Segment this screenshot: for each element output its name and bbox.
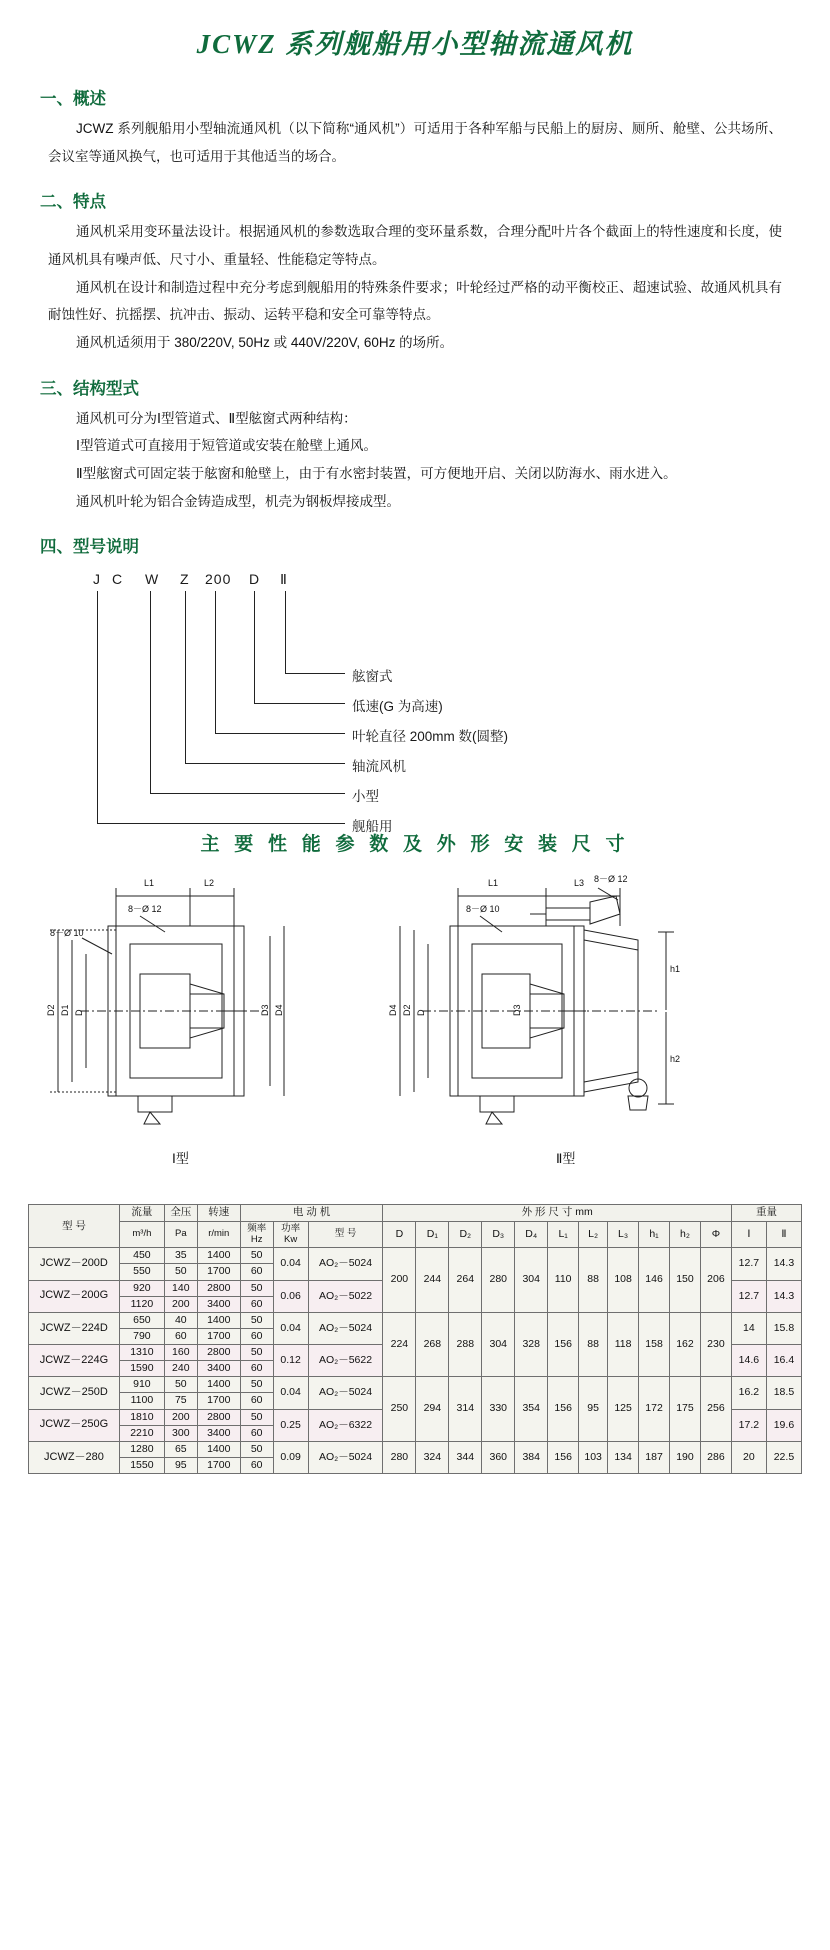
cell-dim-d4: 328 xyxy=(515,1312,548,1377)
cell-speed: 1700 xyxy=(197,1264,240,1280)
paragraph-structure-3: Ⅱ型舷窗式可固定装于舷窗和舱壁上，由于有水密封装置，可方便地开启、关闭以防海水、雨水进入。 xyxy=(76,466,677,482)
paragraph-features-1: 通风机采用变环量法设计。根据通风机的参数选取合理的变环量系数，合理分配叶片各个截面上的特性速度和长度，使通风机具有噪声低、尺寸小、重量轻、性能稳定等特点。 xyxy=(48,224,782,268)
cell-weight-ii: 14.3 xyxy=(766,1248,801,1280)
cell-dim-phi: 206 xyxy=(700,1248,731,1313)
th-weight-i: Ⅰ xyxy=(731,1221,766,1248)
cell-flow: 1310 xyxy=(119,1345,164,1361)
th-dim-h2: h₂ xyxy=(670,1221,701,1248)
model-code-label-1: 舷窗式 xyxy=(352,669,393,685)
cell-pressure: 140 xyxy=(164,1280,197,1296)
leader-line-h5 xyxy=(150,793,345,794)
leader-line-h1 xyxy=(285,673,345,674)
cell-dim-l1: 110 xyxy=(548,1248,579,1313)
cell-pressure: 35 xyxy=(164,1248,197,1264)
model-code-letter-z: Z xyxy=(180,571,190,588)
cell-pressure: 50 xyxy=(164,1264,197,1280)
cell-speed: 3400 xyxy=(197,1425,240,1441)
cell-pressure: 300 xyxy=(164,1425,197,1441)
cell-dim-d1: 244 xyxy=(416,1248,449,1313)
cell-dim-d: 280 xyxy=(383,1441,416,1473)
cell-motor-model: AO₂－5024 xyxy=(308,1248,383,1280)
cell-dim-d: 250 xyxy=(383,1377,416,1442)
model-code-diagram xyxy=(0,571,830,835)
cell-pressure: 50 xyxy=(164,1377,197,1393)
cell-flow: 1100 xyxy=(119,1393,164,1409)
table-body xyxy=(29,1248,802,1474)
model-code-label-6: 舰船用 xyxy=(352,819,393,835)
leader-line-3 xyxy=(215,591,216,733)
leader-line-h2 xyxy=(254,703,345,704)
cell-motor-model: AO₂－6322 xyxy=(308,1409,383,1441)
th-dim-d2: D₂ xyxy=(449,1221,482,1248)
th-outline: 外 形 尺 寸 mm xyxy=(383,1205,732,1221)
cell-flow: 550 xyxy=(119,1264,164,1280)
cell-dim-d1: 294 xyxy=(416,1377,449,1442)
cell-speed: 1700 xyxy=(197,1457,240,1473)
th-dim-l3: L₃ xyxy=(608,1221,639,1248)
cell-pressure: 60 xyxy=(164,1328,197,1344)
cell-flow: 1590 xyxy=(119,1361,164,1377)
cell-model: JCWZ－224D xyxy=(29,1312,120,1344)
model-code-letter-d: D xyxy=(249,571,261,588)
cell-freq: 60 xyxy=(240,1264,273,1280)
dim-label-l1-left: L1 xyxy=(144,878,155,889)
dim-label-l3-right: L3 xyxy=(574,878,585,889)
cell-dim-d2: 314 xyxy=(449,1377,482,1442)
cell-freq: 60 xyxy=(240,1296,273,1312)
table-row xyxy=(29,1248,802,1264)
cell-motor-model: AO₂－5024 xyxy=(308,1377,383,1409)
drawing-caption-left: Ⅰ型 xyxy=(172,1151,189,1167)
th-freq-unit: Hz xyxy=(250,1234,263,1246)
cell-pressure: 75 xyxy=(164,1393,197,1409)
paragraph-features-2: 通风机在设计和制造过程中充分考虑到舰船用的特殊条件要求；叶轮经过严格的动平衡校正、超速试验、故通风机具有耐蚀性好、抗摇摆、抗冲击、振动、运转平稳和安全可靠等特点。 xyxy=(48,279,782,323)
cell-flow: 2210 xyxy=(119,1425,164,1441)
model-code-letter-c: C xyxy=(112,571,124,588)
cell-dim-l2: 88 xyxy=(579,1312,608,1377)
model-code-label-5: 小型 xyxy=(352,789,379,805)
cell-freq: 60 xyxy=(240,1361,273,1377)
cell-dim-l1: 156 xyxy=(548,1441,579,1473)
cell-dim-phi: 230 xyxy=(700,1312,731,1377)
cell-dim-h1: 158 xyxy=(639,1312,670,1377)
leader-line-1 xyxy=(285,591,286,673)
cell-dim-d1: 324 xyxy=(416,1441,449,1473)
cell-flow: 450 xyxy=(119,1248,164,1264)
cell-dim-d1: 268 xyxy=(416,1312,449,1377)
th-pressure: 全压 xyxy=(164,1205,197,1221)
leader-line-h4 xyxy=(185,763,345,764)
leader-line-h3 xyxy=(215,733,345,734)
cell-dim-d4: 384 xyxy=(515,1441,548,1473)
dim-label-bolt10-left: 8－Ø 10 xyxy=(50,928,84,939)
th-flow-unit: m³/h xyxy=(119,1221,164,1248)
paragraph-features-3: 通风机适须用于 380/220V, 50Hz 或 440V/220V, 60Hz 的场所。 xyxy=(76,335,454,351)
dim-label-d3-left: D3 xyxy=(260,1004,270,1017)
cell-freq: 50 xyxy=(240,1312,273,1328)
dim-label-d2-right: D2 xyxy=(402,1004,412,1017)
cell-weight-i: 14.6 xyxy=(731,1345,766,1377)
th-freq-label: 频率 xyxy=(247,1222,267,1234)
cell-freq: 50 xyxy=(240,1248,273,1264)
cell-weight-ii: 14.3 xyxy=(766,1280,801,1312)
cell-pressure: 95 xyxy=(164,1457,197,1473)
cell-model: JCWZ－200D xyxy=(29,1248,120,1280)
th-dim-d3: D₃ xyxy=(482,1221,515,1248)
cell-dim-d2: 344 xyxy=(449,1441,482,1473)
cell-dim-d: 200 xyxy=(383,1248,416,1313)
cell-dim-h2: 190 xyxy=(670,1441,701,1473)
th-flow: 流量 xyxy=(119,1205,164,1221)
spec-table xyxy=(28,1204,802,1474)
table-row xyxy=(29,1377,802,1393)
th-dim-phi: Φ xyxy=(700,1221,731,1248)
cell-dim-phi: 286 xyxy=(700,1441,731,1473)
cell-flow: 1120 xyxy=(119,1296,164,1312)
cell-weight-ii: 16.4 xyxy=(766,1345,801,1377)
cell-speed: 2800 xyxy=(197,1280,240,1296)
cell-dim-d3: 360 xyxy=(482,1441,515,1473)
cell-flow: 1280 xyxy=(119,1441,164,1457)
model-code-letter-j: J xyxy=(93,571,101,588)
cell-model: JCWZ－280 xyxy=(29,1441,120,1473)
cell-dim-l1: 156 xyxy=(548,1312,579,1377)
dim-label-bolt12-right: 8－Ø 12 xyxy=(594,874,628,885)
cell-dim-l1: 156 xyxy=(548,1377,579,1442)
technical-drawings xyxy=(0,866,830,1186)
cell-speed: 3400 xyxy=(197,1361,240,1377)
model-code-number: 200 xyxy=(205,571,232,588)
cell-dim-d4: 354 xyxy=(515,1377,548,1442)
dim-label-d4-left: D4 xyxy=(274,1004,284,1017)
cell-model: JCWZ－250D xyxy=(29,1377,120,1409)
cell-speed: 1700 xyxy=(197,1393,240,1409)
section-heading-overview: 一、概述 xyxy=(40,90,106,108)
cell-dim-l3: 125 xyxy=(608,1377,639,1442)
dim-label-h2-right: h2 xyxy=(670,1054,681,1065)
dim-label-d1-left: D1 xyxy=(60,1004,70,1017)
cell-freq: 60 xyxy=(240,1457,273,1473)
dim-label-d3-right: D3 xyxy=(512,1004,522,1017)
cell-dim-d3: 304 xyxy=(482,1312,515,1377)
model-code-label-4: 轴流风机 xyxy=(352,759,406,775)
cell-speed: 2800 xyxy=(197,1345,240,1361)
th-dim-h1: h₁ xyxy=(639,1221,670,1248)
cell-weight-i: 16.2 xyxy=(731,1377,766,1409)
cell-flow: 1550 xyxy=(119,1457,164,1473)
th-weight: 重量 xyxy=(731,1205,801,1221)
cell-power: 0.04 xyxy=(273,1312,308,1344)
th-speed-unit: r/min xyxy=(197,1221,240,1248)
table-header-row-2 xyxy=(29,1221,802,1248)
cell-weight-i: 17.2 xyxy=(731,1409,766,1441)
dim-label-bolt10-right: 8－Ø 10 xyxy=(466,904,500,915)
dim-label-bolt12-left: 8－Ø 12 xyxy=(128,904,162,915)
th-model: 型 号 xyxy=(29,1205,120,1248)
th-weight-ii: Ⅱ xyxy=(766,1221,801,1248)
cell-dim-d3: 330 xyxy=(482,1377,515,1442)
cell-freq: 50 xyxy=(240,1377,273,1393)
cell-freq: 50 xyxy=(240,1409,273,1425)
section-heading-structure: 三、结构型式 xyxy=(40,379,139,398)
cell-model: JCWZ－200G xyxy=(29,1280,120,1312)
model-code-label-2: 低速(G 为高速) xyxy=(352,699,443,715)
model-code-letter-ii: Ⅱ xyxy=(280,571,288,588)
leader-line-4 xyxy=(185,591,186,763)
cell-speed: 1400 xyxy=(197,1312,240,1328)
cell-dim-l3: 118 xyxy=(608,1312,639,1377)
th-dim-d1: D₁ xyxy=(416,1221,449,1248)
dim-label-d4-right: D4 xyxy=(388,1004,398,1017)
cell-dim-l2: 103 xyxy=(579,1441,608,1473)
th-dim-l2: L₂ xyxy=(579,1221,608,1248)
table-header-row-1 xyxy=(29,1205,802,1221)
cell-freq: 50 xyxy=(240,1280,273,1296)
th-pressure-unit: Pa xyxy=(164,1221,197,1248)
cell-dim-l3: 134 xyxy=(608,1441,639,1473)
th-dim-d4: D₄ xyxy=(515,1221,548,1248)
table-row xyxy=(29,1441,802,1457)
cell-model: JCWZ－250G xyxy=(29,1409,120,1441)
page-title: JCWZ 系列舰船用小型轴流通风机 xyxy=(196,29,634,59)
cell-dim-h2: 150 xyxy=(670,1248,701,1313)
cell-dim-d: 224 xyxy=(383,1312,416,1377)
cell-model: JCWZ－224G xyxy=(29,1345,120,1377)
cell-weight-ii: 15.8 xyxy=(766,1312,801,1344)
cell-pressure: 200 xyxy=(164,1296,197,1312)
model-code-letter-w: W xyxy=(145,571,160,588)
leader-line-6 xyxy=(97,591,98,823)
cell-speed: 2800 xyxy=(197,1409,240,1425)
cell-power: 0.04 xyxy=(273,1377,308,1409)
cell-freq: 50 xyxy=(240,1345,273,1361)
cell-freq: 50 xyxy=(240,1441,273,1457)
cell-weight-i: 12.7 xyxy=(731,1280,766,1312)
drawing-type-ii xyxy=(370,866,790,1166)
cell-pressure: 200 xyxy=(164,1409,197,1425)
subsection-title-performance: 主 要 性 能 参 数 及 外 形 安 装 尺 寸 xyxy=(200,834,630,856)
paragraph-structure-2: Ⅰ型管道式可直接用于短管道或安装在舱壁上通风。 xyxy=(76,438,377,454)
cell-motor-model: AO₂－5024 xyxy=(308,1312,383,1344)
cell-motor-model: AO₂－5022 xyxy=(308,1280,383,1312)
cell-flow: 650 xyxy=(119,1312,164,1328)
cell-weight-ii: 19.6 xyxy=(766,1409,801,1441)
cell-weight-i: 20 xyxy=(731,1441,766,1473)
cell-weight-i: 14 xyxy=(731,1312,766,1344)
cell-weight-ii: 18.5 xyxy=(766,1377,801,1409)
cell-pressure: 40 xyxy=(164,1312,197,1328)
cell-freq: 60 xyxy=(240,1393,273,1409)
th-freq xyxy=(240,1221,273,1248)
cell-motor-model: AO₂－5622 xyxy=(308,1345,383,1377)
cell-dim-l2: 95 xyxy=(579,1377,608,1442)
dim-label-h1-right: h1 xyxy=(670,964,681,975)
dim-label-d-left: D xyxy=(74,1009,84,1017)
cell-weight-i: 12.7 xyxy=(731,1248,766,1280)
th-motor: 电 动 机 xyxy=(240,1205,383,1221)
cell-speed: 1400 xyxy=(197,1248,240,1264)
cell-dim-h2: 162 xyxy=(670,1312,701,1377)
th-dim-l1: L₁ xyxy=(548,1221,579,1248)
cell-freq: 60 xyxy=(240,1328,273,1344)
drawing-type-i xyxy=(20,866,360,1166)
cell-dim-h1: 172 xyxy=(639,1377,670,1442)
cell-flow: 920 xyxy=(119,1280,164,1296)
cell-motor-model: AO₂－5024 xyxy=(308,1441,383,1473)
dim-label-d-right: D xyxy=(416,1009,426,1017)
cell-dim-d3: 280 xyxy=(482,1248,515,1313)
cell-speed: 1700 xyxy=(197,1328,240,1344)
cell-dim-d4: 304 xyxy=(515,1248,548,1313)
th-power-unit: Kw xyxy=(284,1234,298,1246)
th-motor-model: 型 号 xyxy=(308,1221,383,1248)
cell-flow: 910 xyxy=(119,1377,164,1393)
th-dim-d: D xyxy=(383,1221,416,1248)
dim-label-l1-right: L1 xyxy=(488,878,499,889)
section-heading-model-code: 四、型号说明 xyxy=(40,538,139,557)
leader-line-5 xyxy=(150,591,151,793)
cell-freq: 60 xyxy=(240,1425,273,1441)
cell-speed: 1400 xyxy=(197,1441,240,1457)
section-heading-features: 二、特点 xyxy=(40,193,106,212)
cell-power: 0.06 xyxy=(273,1280,308,1312)
model-code-label-3: 叶轮直径 200mm 数(圆整) xyxy=(352,729,509,745)
th-speed: 转速 xyxy=(197,1205,240,1221)
cell-pressure: 160 xyxy=(164,1345,197,1361)
cell-speed: 1400 xyxy=(197,1377,240,1393)
cell-flow: 790 xyxy=(119,1328,164,1344)
paragraph-overview-1: JCWZ 系列舰船用小型轴流通风机（以下简称“通风机”）可适用于各种军船与民船上的厨房、厕所、舱壁、公共场所、会议室等通风换气，也可适用于其他适当的场合。 xyxy=(48,121,782,164)
cell-flow: 1810 xyxy=(119,1409,164,1425)
cell-pressure: 65 xyxy=(164,1441,197,1457)
leader-line-h6 xyxy=(97,823,345,824)
cell-power: 0.04 xyxy=(273,1248,308,1280)
cell-power: 0.12 xyxy=(273,1345,308,1377)
cell-dim-l3: 108 xyxy=(608,1248,639,1313)
spec-table-wrapper xyxy=(28,1204,802,1474)
th-power-label: 功率 xyxy=(281,1222,301,1234)
paragraph-structure-4: 通风机叶轮为铝合金铸造成型，机壳为钢板焊接成型。 xyxy=(76,493,400,509)
leader-line-2 xyxy=(254,591,255,703)
cell-dim-l2: 88 xyxy=(579,1248,608,1313)
table-row xyxy=(29,1312,802,1328)
cell-power: 0.25 xyxy=(273,1409,308,1441)
cell-speed: 3400 xyxy=(197,1296,240,1312)
cell-weight-ii: 22.5 xyxy=(766,1441,801,1473)
cell-dim-h1: 146 xyxy=(639,1248,670,1313)
cell-dim-phi: 256 xyxy=(700,1377,731,1442)
paragraph-structure-1: 通风机可分为Ⅰ型管道式、Ⅱ型舷窗式两种结构： xyxy=(76,410,357,426)
cell-dim-h1: 187 xyxy=(639,1441,670,1473)
cell-dim-h2: 175 xyxy=(670,1377,701,1442)
cell-pressure: 240 xyxy=(164,1361,197,1377)
dim-label-d2-left: D2 xyxy=(46,1004,56,1017)
cell-dim-d2: 264 xyxy=(449,1248,482,1313)
th-power xyxy=(273,1221,308,1248)
drawing-caption-right: Ⅱ型 xyxy=(556,1151,576,1167)
dim-label-l2-left: L2 xyxy=(204,878,215,889)
cell-dim-d2: 288 xyxy=(449,1312,482,1377)
cell-power: 0.09 xyxy=(273,1441,308,1473)
